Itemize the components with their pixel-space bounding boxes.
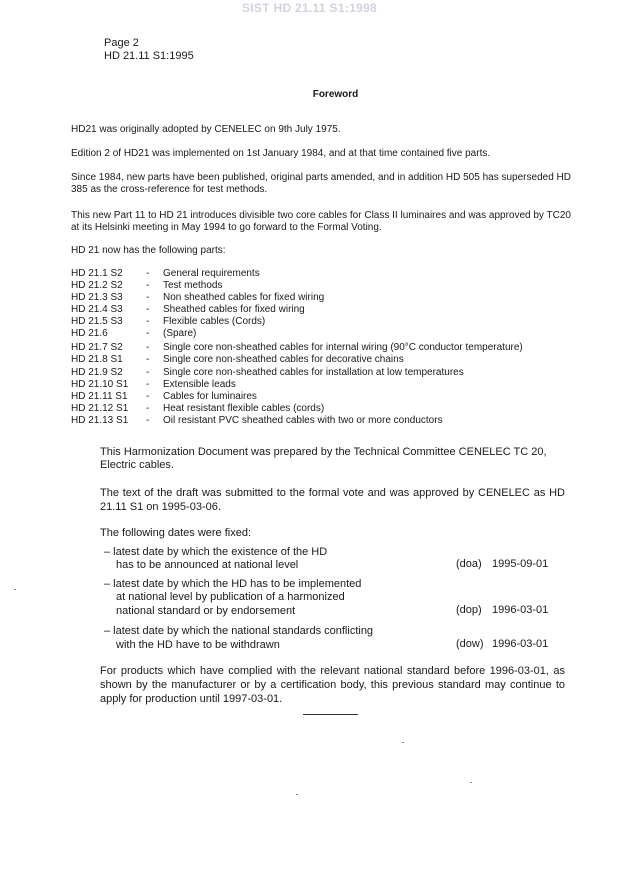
part-code: HD 21.6: [71, 328, 108, 339]
part-dash: -: [146, 354, 150, 365]
part-dash: -: [146, 367, 150, 378]
part-code: HD 21.11 S1: [71, 391, 128, 402]
end-rule: [303, 714, 358, 715]
part-description: Non sheathed cables for fixed wiring: [163, 292, 325, 303]
part-description: (Spare): [163, 328, 197, 339]
part-dash: -: [146, 268, 150, 279]
prepared-by-line-2: Electric cables.: [100, 459, 174, 471]
part-code: HD 21.1 S2: [71, 268, 123, 279]
part-dash: -: [146, 292, 150, 303]
document-id: HD 21.11 S1:1995: [104, 50, 194, 62]
part-description: Test methods: [163, 280, 223, 291]
part-dash: -: [146, 342, 150, 353]
date-line: – latest date by which the national standards conflicting: [104, 625, 374, 637]
intro-paragraph-2: Edition 2 of HD21 was implemented on 1st January 1984, and at that time contained five parts.: [71, 148, 491, 159]
date-value: 1996-03-01: [492, 604, 549, 616]
part-description: Sheathed cables for fixed wiring: [163, 304, 305, 315]
prepared-by-line-1: This Harmonization Document was prepared by the Technical Committee CENELEC TC 20,: [100, 446, 547, 458]
scan-speck: [470, 782, 472, 783]
date-line: national standard or by endorsement: [116, 605, 296, 617]
part-description: Cables for luminaires: [163, 391, 257, 402]
date-code: (dop): [456, 604, 482, 616]
part-code: HD 21.5 S3: [71, 316, 123, 327]
part-code: HD 21.8 S1: [71, 354, 123, 365]
vote-paragraph: The text of the draft was submitted to the formal vote and was approved by CENELEC as HD 21.11 S1 on 1995-03-06.: [100, 487, 565, 513]
part-dash: -: [146, 415, 150, 426]
date-line: with the HD have to be withdrawn: [116, 639, 280, 651]
part-code: HD 21.13 S1: [71, 415, 129, 426]
part-dash: -: [146, 304, 150, 315]
scan-speck: [296, 794, 298, 795]
part-description: Single core non-sheathed cables for internal wiring (90°C conductor temperature): [163, 342, 523, 353]
part-dash: -: [146, 379, 150, 390]
part-code: HD 21.4 S3: [71, 304, 123, 315]
date-code: (dow): [456, 638, 484, 650]
part-code: HD 21.10 S1: [71, 379, 129, 390]
scan-speck: [402, 742, 404, 743]
part-description: Heat resistant flexible cables (cords): [163, 403, 325, 414]
watermark: SIST HD 21.11 S1:1998: [241, 1, 378, 15]
part-code: HD 21.9 S2: [71, 367, 123, 378]
date-line: has to be announced at national level: [116, 559, 299, 571]
intro-paragraph-3: Since 1984, new parts have been published, original parts amended, and in addition HD 505 has superseded HD 385 as the cross-reference for test methods.: [71, 172, 571, 195]
part-dash: -: [146, 280, 150, 291]
part-dash: -: [146, 328, 150, 339]
part-code: HD 21.7 S2: [71, 342, 123, 353]
dates-intro: The following dates were fixed:: [100, 527, 252, 539]
date-code: (doa): [456, 558, 482, 570]
closing-paragraph: For products which have complied with the relevant national standard before 1996-03-01, as shown by the manufacturer or by a certification body, this previous standard may continue to apply for production until 1997-03-01.: [100, 665, 565, 705]
part-description: Flexible cables (Cords): [163, 316, 266, 327]
date-line: – latest date by which the HD has to be implemented: [104, 578, 362, 590]
intro-paragraph-1: HD21 was originally adopted by CENELEC on 9th July 1975.: [71, 124, 341, 135]
foreword-title: Foreword: [312, 89, 359, 100]
part-code: HD 21.2 S2: [71, 280, 123, 291]
date-value: 1995-09-01: [492, 558, 549, 570]
intro-paragraph-4: This new Part 11 to HD 21 introduces divisible two core cables for Class II luminaires and was approved by TC20 at its Helsinki meeting in May 1994 to go forward to the Formal Voting.: [71, 210, 571, 233]
part-description: Single core non-sheathed cables for installation at low temperatures: [163, 367, 464, 378]
date-line: – latest date by which the existence of the HD: [104, 546, 328, 558]
intro-paragraph-5: HD 21 now has the following parts:: [71, 245, 226, 256]
page-number: Page 2: [104, 37, 139, 49]
part-description: General requirements: [163, 268, 260, 279]
date-value: 1996-03-01: [492, 638, 549, 650]
part-dash: -: [146, 403, 150, 414]
part-dash: -: [146, 316, 150, 327]
part-description: Oil resistant PVC sheathed cables with two or more conductors: [163, 415, 443, 426]
date-line: at national level by publication of a harmonized: [116, 591, 345, 603]
part-code: HD 21.3 S3: [71, 292, 123, 303]
part-description: Extensible leads: [163, 379, 236, 390]
scan-speck: [14, 589, 16, 590]
part-description: Single core non-sheathed cables for decorative chains: [163, 354, 404, 365]
part-code: HD 21.12 S1: [71, 403, 129, 414]
part-dash: -: [146, 391, 150, 402]
